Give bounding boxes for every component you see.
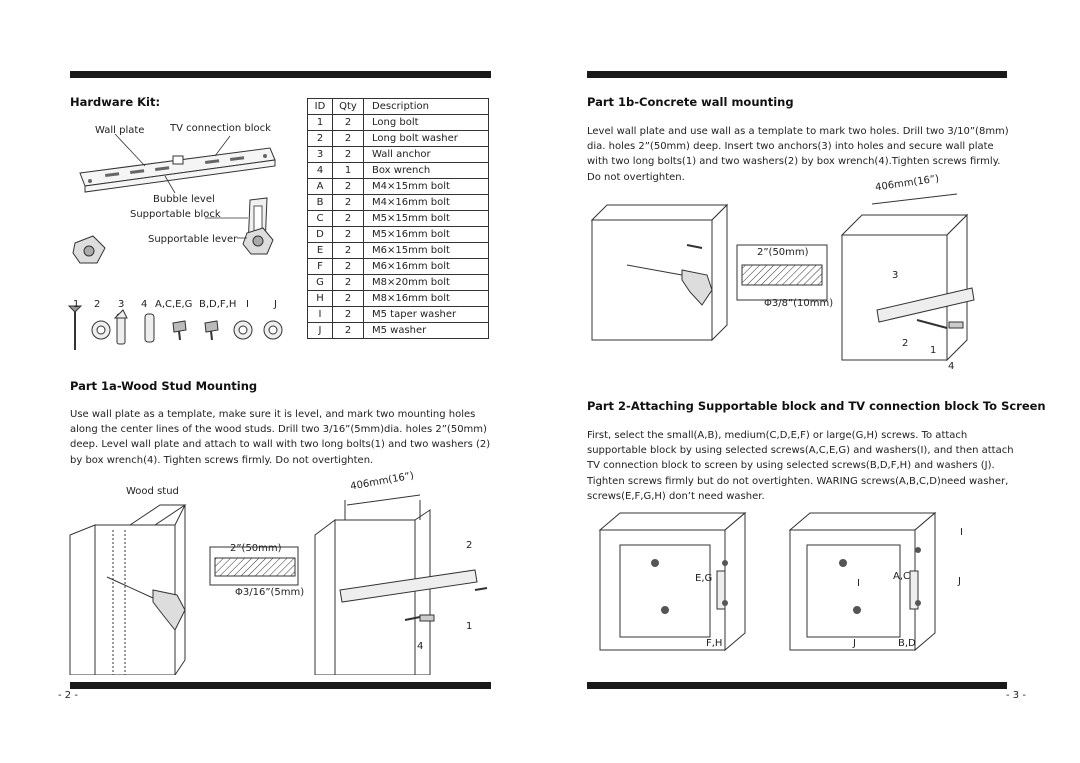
table-row bbox=[308, 179, 489, 195]
cell-id: F bbox=[308, 259, 333, 275]
cell-qty: 1 bbox=[333, 163, 364, 179]
page-number-left: - 2 - bbox=[58, 690, 78, 701]
cell-id: D bbox=[308, 227, 333, 243]
hardware-kit-title: Hardware Kit: bbox=[70, 95, 161, 109]
part-label-4: 4 bbox=[141, 299, 148, 310]
concrete-wall-illustration bbox=[587, 190, 1007, 380]
part1b-callout-2: 2 bbox=[902, 338, 909, 349]
part-label-bdfh: B,D,F,H bbox=[199, 299, 237, 310]
part1a-title: Part 1a-Wood Stud Mounting bbox=[70, 379, 258, 393]
part1b-callout-3: 3 bbox=[892, 270, 899, 281]
cell-description: Long bolt washer bbox=[364, 131, 489, 147]
cell-description: M5×16mm bolt bbox=[364, 227, 489, 243]
part2-label-ac: A,C bbox=[893, 571, 911, 582]
part2-label-i: I bbox=[857, 578, 860, 589]
supportable-lever-label: Supportable lever bbox=[148, 234, 238, 245]
part2-label-i-top: I bbox=[960, 527, 963, 538]
table-row bbox=[308, 115, 489, 131]
table-header-row bbox=[308, 99, 489, 115]
page-number-right: - 3 - bbox=[1006, 690, 1026, 701]
cell-qty: 2 bbox=[333, 323, 364, 339]
wood-stud-illustration bbox=[65, 490, 495, 675]
top-bar-left bbox=[70, 71, 491, 78]
table-row bbox=[308, 147, 489, 163]
table-row bbox=[308, 211, 489, 227]
cell-id: G bbox=[308, 275, 333, 291]
part-label-j: J bbox=[274, 299, 277, 310]
part-label-aceg: A,C,E,G bbox=[155, 299, 193, 310]
cell-qty: 2 bbox=[333, 259, 364, 275]
wall-plate-label: Wall plate bbox=[95, 125, 145, 136]
part-label-3: 3 bbox=[118, 299, 125, 310]
part1a-callout-1: 1 bbox=[466, 621, 473, 632]
cell-id: 4 bbox=[308, 163, 333, 179]
part1a-depth: 2”(50mm) bbox=[230, 543, 282, 554]
part1b-title: Part 1b-Concrete wall mounting bbox=[587, 95, 794, 109]
cell-id: A bbox=[308, 179, 333, 195]
cell-id: 2 bbox=[308, 131, 333, 147]
cell-qty: 2 bbox=[333, 291, 364, 307]
cell-description: M8×16mm bolt bbox=[364, 291, 489, 307]
part1b-callout-4: 4 bbox=[948, 361, 955, 372]
hardware-table bbox=[307, 98, 489, 339]
table-row bbox=[308, 163, 489, 179]
cell-id: 3 bbox=[308, 147, 333, 163]
part2-title: Part 2-Attaching Supportable block and TV connection block To Screen bbox=[587, 399, 1046, 413]
part2-label-j: J bbox=[853, 638, 856, 649]
cell-qty: 2 bbox=[333, 131, 364, 147]
cell-id: 1 bbox=[308, 115, 333, 131]
cell-id: I bbox=[308, 307, 333, 323]
cell-description: M5 taper washer bbox=[364, 307, 489, 323]
header-description: Description bbox=[364, 99, 489, 115]
screen-attachment-illustration bbox=[595, 505, 995, 655]
table-row bbox=[308, 131, 489, 147]
cell-id: E bbox=[308, 243, 333, 259]
table-row bbox=[308, 307, 489, 323]
part2-label-fh: F,H bbox=[706, 638, 723, 649]
cell-description: M6×16mm bolt bbox=[364, 259, 489, 275]
part1a-dimension: 406mm(16”) bbox=[349, 470, 415, 493]
table-row bbox=[308, 227, 489, 243]
part2-label-bd: B,D bbox=[898, 638, 916, 649]
cell-description: M4×16mm bolt bbox=[364, 195, 489, 211]
cell-qty: 2 bbox=[333, 115, 364, 131]
part1a-callout-2: 2 bbox=[466, 540, 473, 551]
cell-id: J bbox=[308, 323, 333, 339]
part-label-i: I bbox=[246, 299, 249, 310]
part-label-2: 2 bbox=[94, 299, 101, 310]
cell-qty: 2 bbox=[333, 195, 364, 211]
cell-id: C bbox=[308, 211, 333, 227]
cell-description: M5 washer bbox=[364, 323, 489, 339]
part1a-callout-4: 4 bbox=[417, 641, 424, 652]
cell-id: B bbox=[308, 195, 333, 211]
part-label-1: 1 bbox=[73, 299, 80, 310]
part1b-diameter: Φ3/8”(10mm) bbox=[764, 298, 834, 309]
header-id: ID bbox=[308, 99, 333, 115]
cell-description: Box wrench bbox=[364, 163, 489, 179]
cell-qty: 2 bbox=[333, 227, 364, 243]
part1b-callout-1: 1 bbox=[930, 345, 937, 356]
cell-qty: 2 bbox=[333, 307, 364, 323]
table-row bbox=[308, 195, 489, 211]
cell-description: Long bolt bbox=[364, 115, 489, 131]
cell-qty: 2 bbox=[333, 179, 364, 195]
table-row bbox=[308, 323, 489, 339]
cell-description: M8×20mm bolt bbox=[364, 275, 489, 291]
table-row bbox=[308, 243, 489, 259]
cell-qty: 2 bbox=[333, 211, 364, 227]
cell-description: M5×15mm bolt bbox=[364, 211, 489, 227]
bottom-bar-right bbox=[587, 682, 1007, 689]
bottom-bar-left bbox=[70, 682, 491, 689]
table-row bbox=[308, 291, 489, 307]
cell-description: M4×15mm bolt bbox=[364, 179, 489, 195]
wood-stud-label: Wood stud bbox=[126, 486, 179, 497]
bubble-level-label: Bubble level bbox=[153, 194, 215, 205]
part1a-diameter: Φ3/16”(5mm) bbox=[235, 587, 305, 598]
cell-id: H bbox=[308, 291, 333, 307]
cell-qty: 2 bbox=[333, 275, 364, 291]
tv-block-label: TV connection block bbox=[170, 123, 271, 134]
part1a-text: Use wall plate as a template, make sure it is level, and mark two mounting holes along the center lines of the wood studs. Drill two 3/16”(5mm)dia. holes 2”(50mm) deep. Level wall plate and attach to wall with two long bolts(1) and two washers (2) by box wrench(4). Tighten screws firmly. Do not overtighten. bbox=[70, 409, 491, 466]
hardware-illustration bbox=[65, 118, 305, 358]
part2-label-eg: E,G bbox=[695, 573, 713, 584]
cell-qty: 2 bbox=[333, 243, 364, 259]
part1b-depth: 2”(50mm) bbox=[757, 247, 809, 258]
cell-qty: 2 bbox=[333, 147, 364, 163]
supportable-block-label: Supportable block bbox=[130, 209, 221, 220]
top-bar-right bbox=[587, 71, 1007, 78]
part2-label-j-right: J bbox=[958, 576, 961, 587]
table-row bbox=[308, 275, 489, 291]
header-qty: Qty bbox=[333, 99, 364, 115]
table-row bbox=[308, 259, 489, 275]
cell-description: M6×15mm bolt bbox=[364, 243, 489, 259]
part2-text: First, select the small(A,B), medium(C,D,E,F) or large(G,H) screws. To attach supportable block by using selected screws(A,C,E,G) and washers(I), and then attach TV connection block to screen by using selected screws(B,D,F,H) and washers (J). Tighten screws firmly but do not overtighten. WARING screws(A,B,C,D)need washer, screws(E,F,G,H) don’t need washer. bbox=[587, 430, 1014, 502]
part1b-dimension: 406mm(16”) bbox=[874, 173, 940, 194]
cell-description: Wall anchor bbox=[364, 147, 489, 163]
part1b-text: Level wall plate and use wall as a template to mark two holes. Drill two 3/10”(8mm) dia. holes 2”(50mm) deep. Insert two anchors(3) into holes and secure wall plate with two long bolts(1) and two washers(2) by box wrench(4).Tighten screws firmly. Do not overtighten. bbox=[587, 126, 1009, 183]
